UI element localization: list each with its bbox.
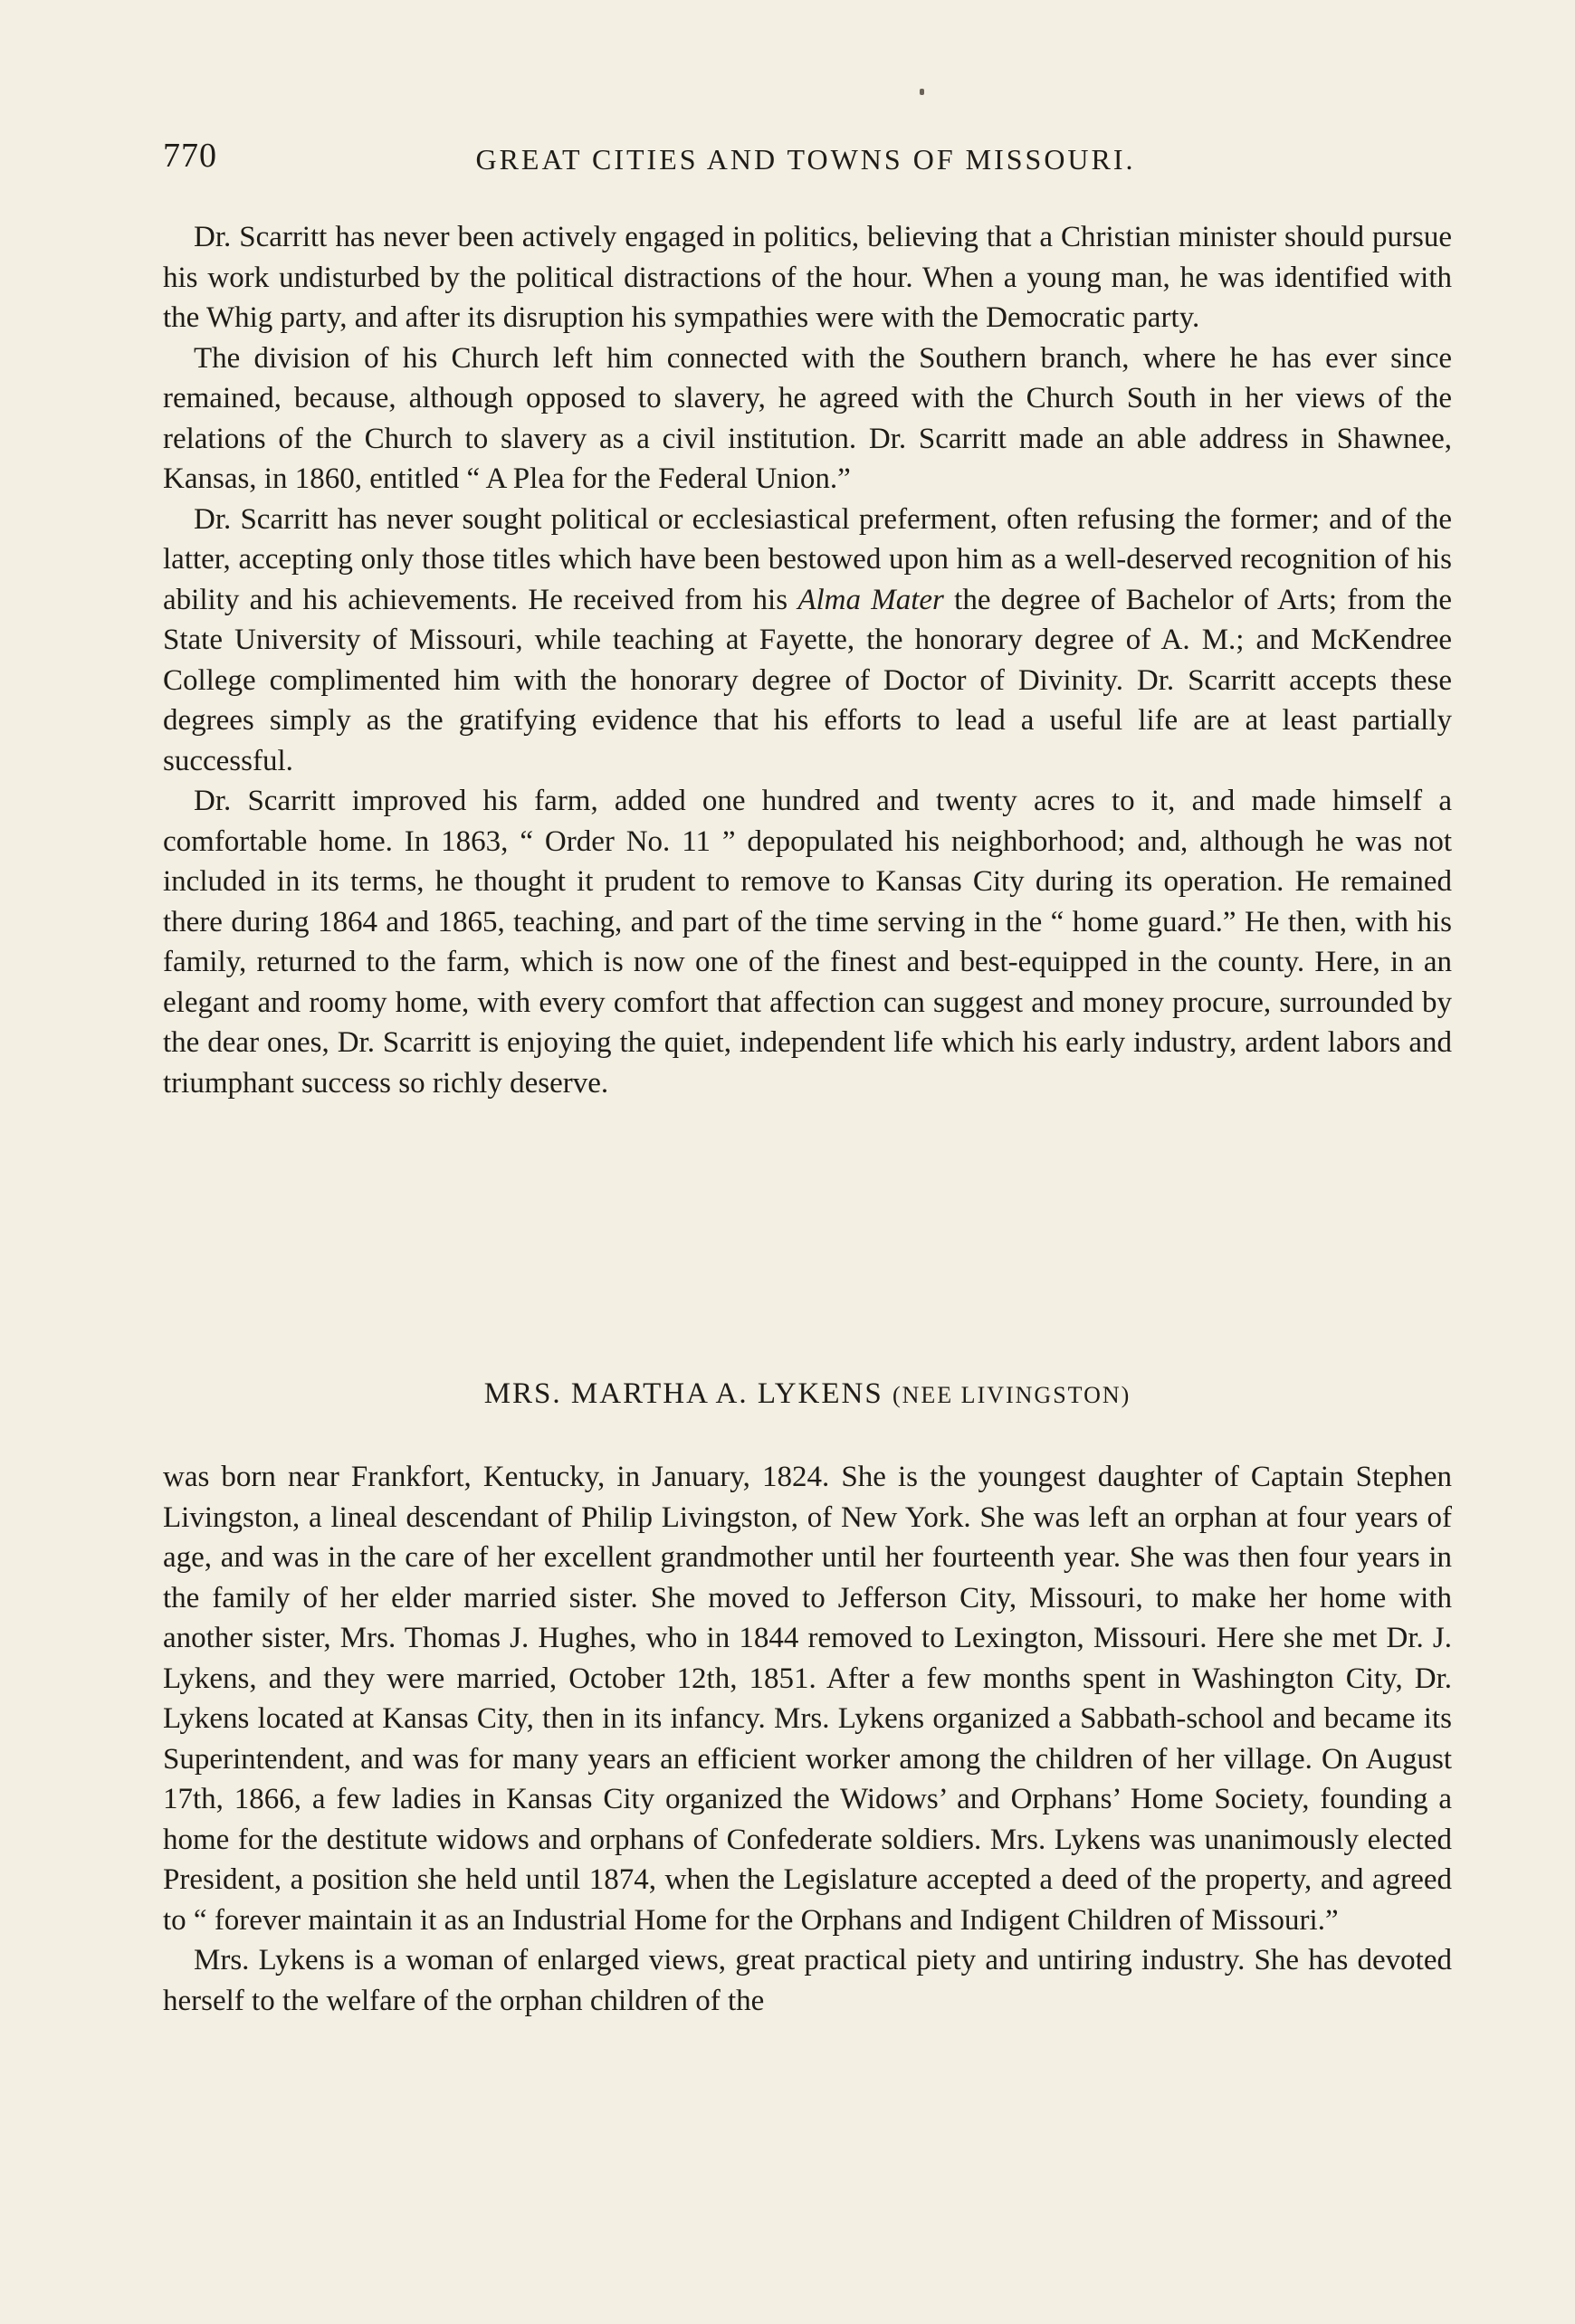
- italic-phrase: Alma Mater: [797, 583, 944, 616]
- scarritt-biography: [163, 217, 1452, 1103]
- page-number: 770: [163, 137, 217, 175]
- lykens-biography: [163, 1457, 1452, 2021]
- page-header: [163, 136, 1448, 190]
- paragraph: was born near Frankfort, Kentucky, in January, 1824. She is the youngest daughter of Captain Stephen Livingston, a lineal descendant of Philip Livingston, of New York. She was left an orphan at four years of age, and was in the care of her excellent grandmother until her fourteenth year. She was then four years in the family of her elder married sister. She moved to Jefferson City, Missouri, to make her home with another sister, Mrs. Thomas J. Hughes, who in 1844 removed to Lexington, Missouri. Here she met Dr. J. Lykens, and they were married, October 12th, 1851. After a few months spent in Washington City, Dr. Lykens located at Kansas City, then in its infancy. Mrs. Lykens organized a Sabbath-school and became its Superintendent, and was for many years an efficient worker among the children of her village. On August 17th, 1866, a few ladies in Kansas City organized the Widows’ and Orphans’ Home Society, founding a home for the destitute widows and orphans of Confederate soldiers. Mrs. Lykens was unanimously elected President, a position she held until 1874, when the Legislature accepted a deed of the property, and agreed to “ forever maintain it as an Industrial Home for the Orphans and Indigent Children of Missouri.”: [163, 1461, 1452, 1937]
- paragraph: Dr. Scarritt improved his farm, added one hundred and twenty acres to it, and made himself a comfortable home. In 1863, “ Order No. 11 ” depopulated his neighborhood; and, although he was not included in its terms, he thought it prudent to remove to Kansas City during its operation. He remained there during 1864 and 1865, teaching, and part of the time serving in the “ home guard.” He then, with his family, returned to the farm, which is now one of the finest and best-equipped in the county. Here, in an elegant and roomy home, with every comfort that affection can suggest and money procure, surrounded by the dear ones, Dr. Scarritt is enjoying the quiet, independent life which his early industry, ardent labors and triumphant success so richly deserve.: [163, 785, 1452, 1100]
- section-heading: [163, 1377, 1452, 1411]
- paragraph: Mrs. Lykens is a woman of enlarged views, great practical piety and untiring industry. She has devoted herself to the welfare of the orphan children of the: [163, 1944, 1452, 2017]
- running-head: GREAT CITIES AND TOWNS OF MISSOURI.: [475, 143, 1136, 176]
- ink-speck: [920, 89, 924, 95]
- heading-name: MRS. MARTHA A. LYKENS: [483, 1377, 883, 1410]
- heading-nee: (NEE LIVINGSTON): [892, 1382, 1131, 1408]
- paragraph: Dr. Scarritt has never sought political or ecclesiastical preferment, often refusing the former; and of the latter, accepting only those titles which have been bestowed upon him as a well-deserved recognition of his ability and his achievements. He received from his Alma Mater the degree of Bachelor of Arts; from the State University of Missouri, while teaching at Fayette, the honorary degree of A. M.; and McKendree College complimented him with the honorary degree of Doctor of Divinity. Dr. Scarritt accepts these degrees simply as the gratifying evidence that his efforts to lead a useful life are at least partially successful.: [163, 502, 1452, 777]
- paragraph: The division of his Church left him connected with the Southern branch, where he has ever since remained, because, although opposed to slavery, he agreed with the Church South in her views of the relations of the Church to slavery as a civil institution. Dr. Scarritt made an able address in Shawnee, Kansas, in 1860, entitled “ A Plea for the Federal Union.”: [163, 341, 1452, 495]
- paragraph: Dr. Scarritt has never been actively engaged in politics, believing that a Christian minister should pursue his work undisturbed by the political distractions of the hour. When a young man, he was identified with the Whig party, and after its disruption his sympathies were with the Democratic party.: [163, 221, 1452, 334]
